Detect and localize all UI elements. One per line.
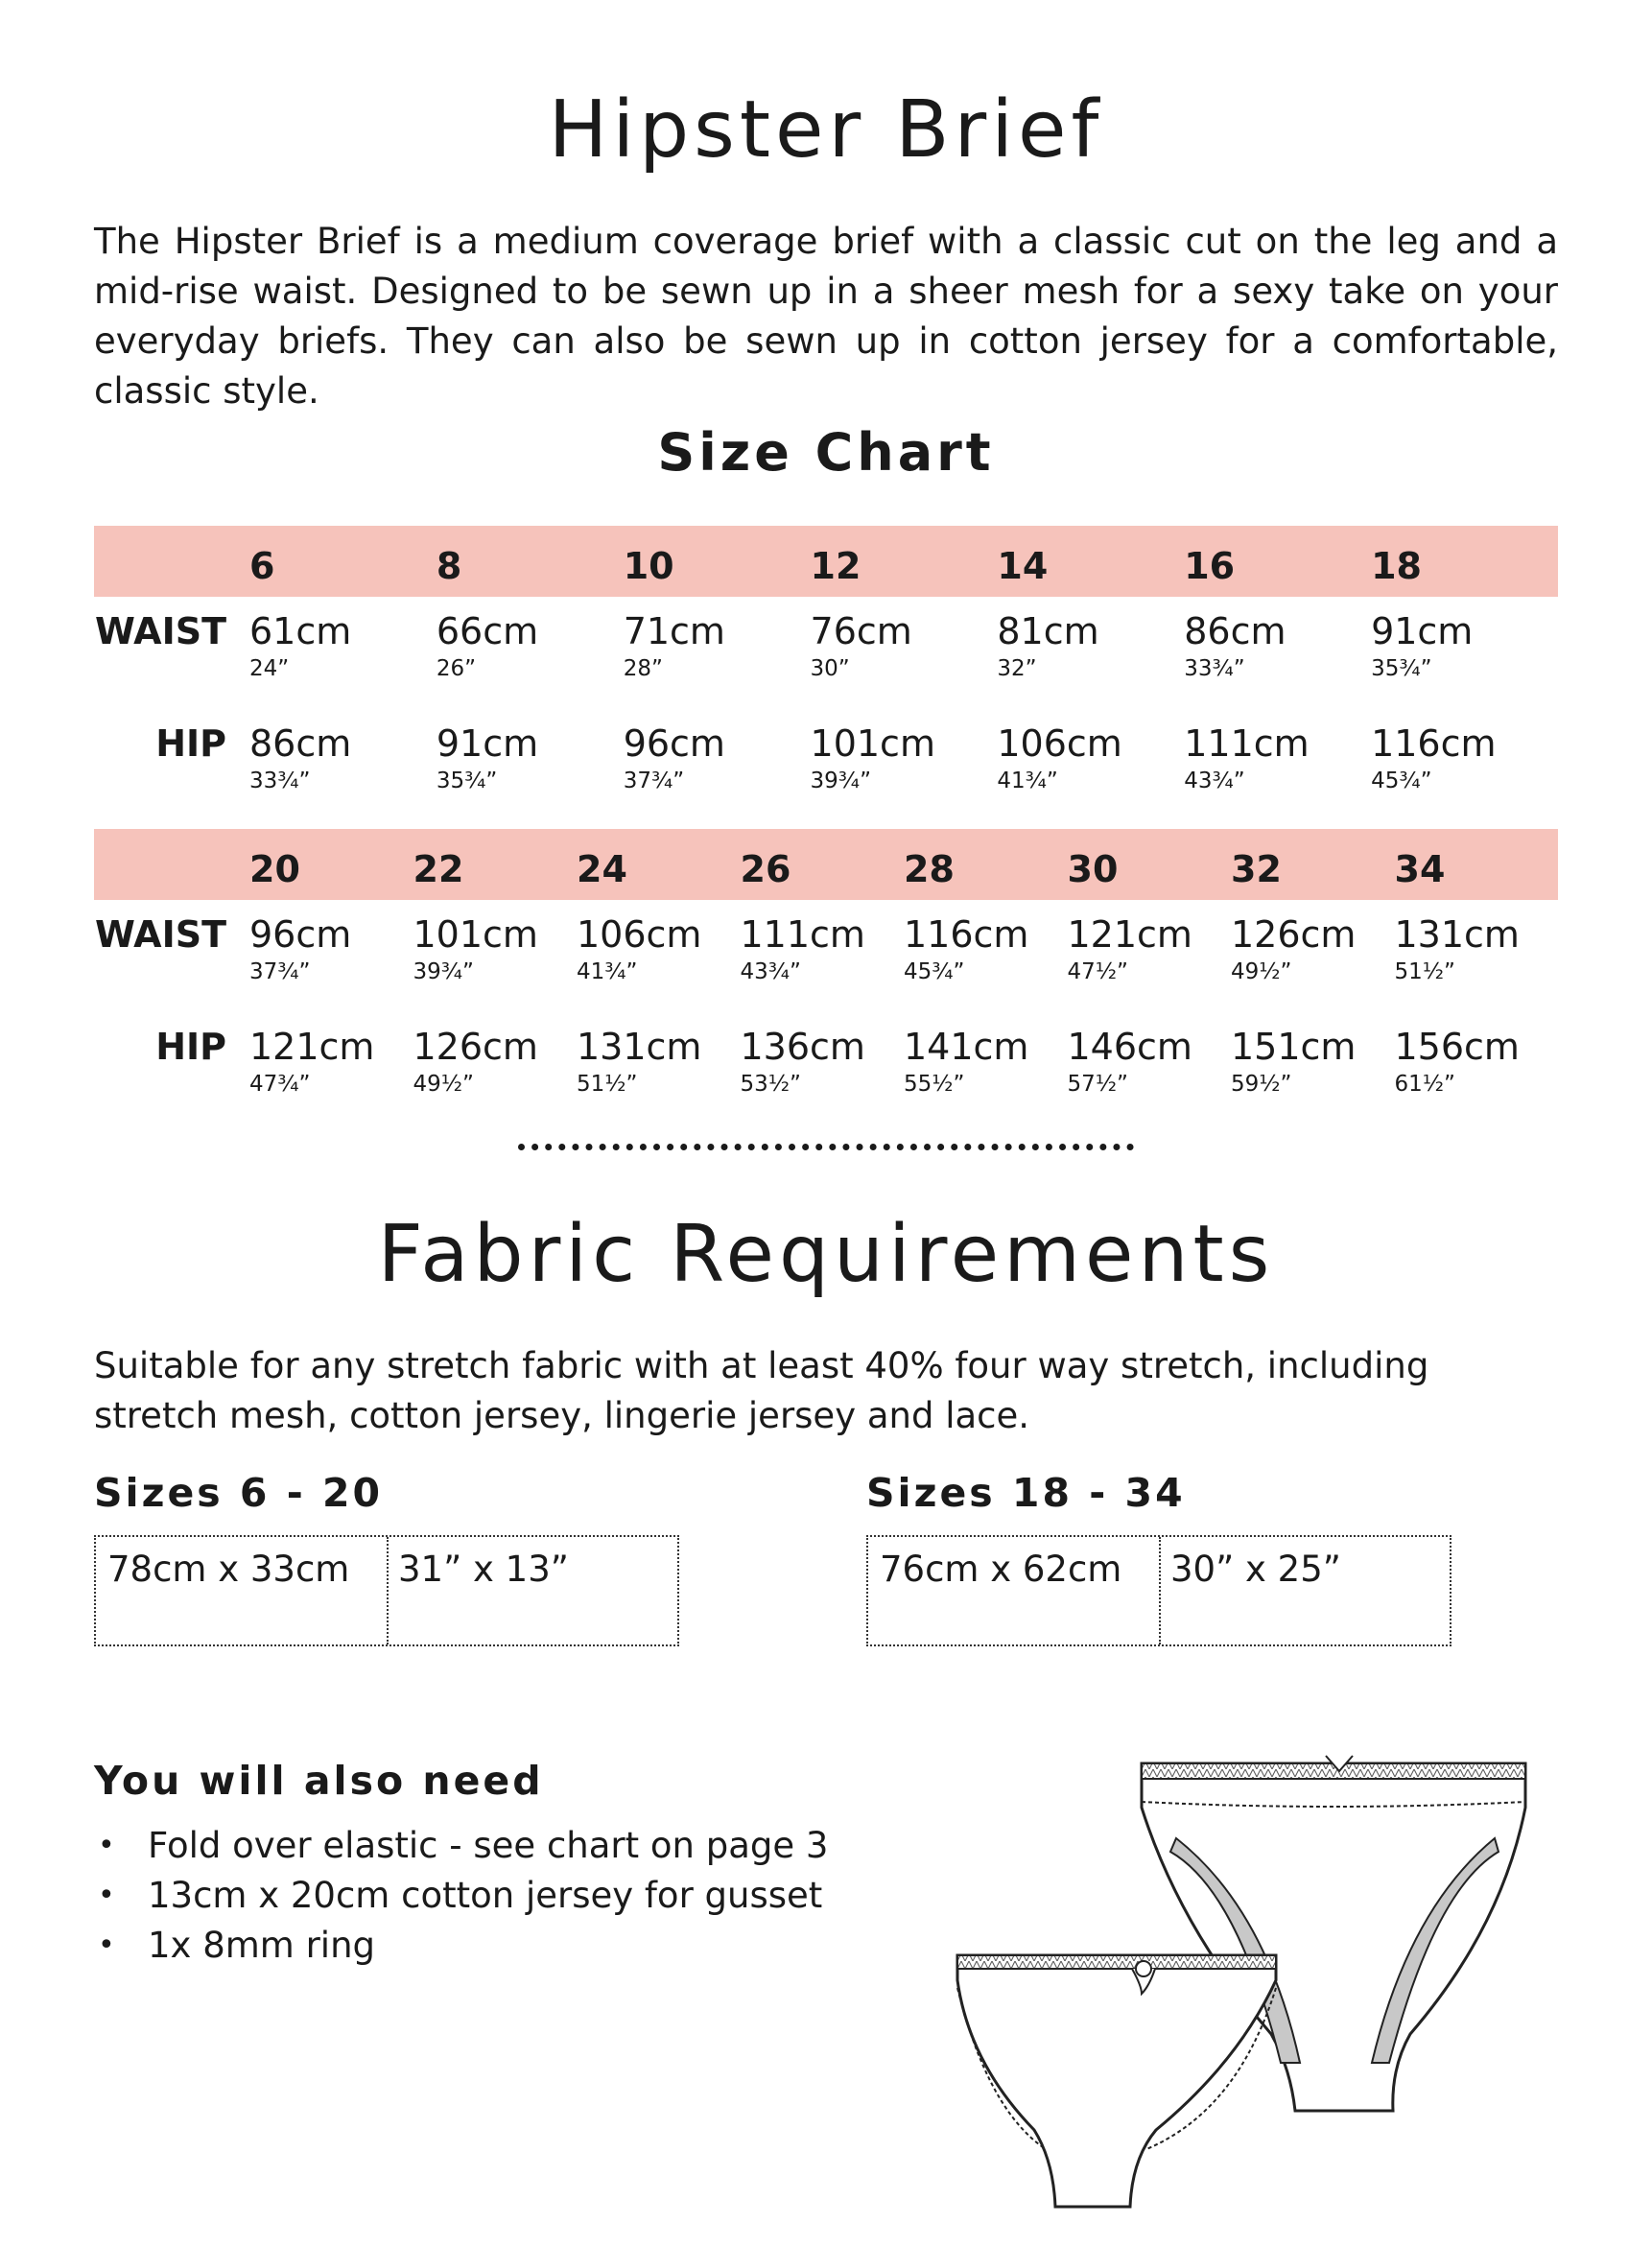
waist-cell bbox=[249, 900, 413, 1012]
waist-inch: 51½” bbox=[1394, 959, 1455, 984]
list-item bbox=[94, 1921, 828, 1971]
fabric-group-label: Sizes 18 - 34 bbox=[866, 1470, 1186, 1516]
size-label: 30 bbox=[1068, 829, 1232, 900]
hip-cm: 126cm bbox=[413, 1026, 538, 1068]
front-brief-drawing bbox=[957, 1955, 1276, 2207]
hip-cell bbox=[249, 1012, 413, 1124]
hip-cm: 156cm bbox=[1394, 1026, 1520, 1068]
list-item bbox=[94, 1821, 828, 1871]
waist-cell bbox=[741, 900, 905, 1012]
waist-cell bbox=[437, 597, 624, 709]
hip-inch: 51½” bbox=[577, 1072, 638, 1097]
waist-cell bbox=[1231, 900, 1395, 1012]
size-label: 32 bbox=[1231, 829, 1395, 900]
hip-cm: 121cm bbox=[249, 1026, 375, 1068]
size-label: 16 bbox=[1184, 526, 1371, 597]
hip-cm: 86cm bbox=[249, 722, 352, 765]
bullet-icon: • bbox=[98, 1928, 115, 1962]
hip-inch: 57½” bbox=[1067, 1072, 1128, 1097]
hip-inch: 53½” bbox=[740, 1072, 801, 1097]
also-need-title: You will also need bbox=[94, 1758, 544, 1804]
hip-inch: 49½” bbox=[413, 1072, 474, 1097]
size-label: 6 bbox=[249, 526, 437, 597]
header-spacer bbox=[94, 526, 249, 597]
hip-inch: 59½” bbox=[1231, 1072, 1292, 1097]
hip-cell bbox=[997, 709, 1184, 821]
waist-cell bbox=[811, 597, 998, 709]
waist-cm: 71cm bbox=[623, 610, 725, 652]
waist-inch: 49½” bbox=[1231, 959, 1292, 984]
hip-cm: 111cm bbox=[1184, 722, 1310, 765]
waist-inch: 47½” bbox=[1067, 959, 1128, 984]
hip-inch: 55½” bbox=[904, 1072, 965, 1097]
waist-cm: 86cm bbox=[1184, 610, 1286, 652]
hip-inch: 43¾” bbox=[1184, 769, 1245, 793]
hip-cell bbox=[437, 709, 624, 821]
list-item-text: 13cm x 20cm cotton jersey for gusset bbox=[148, 1875, 823, 1916]
hip-row bbox=[94, 709, 1558, 821]
waist-inch: 33¾” bbox=[1184, 656, 1245, 681]
brief-garment-drawing-icon bbox=[950, 1746, 1545, 2226]
fabric-metric: 76cm x 62cm bbox=[880, 1549, 1122, 1590]
hip-cm: 96cm bbox=[623, 722, 725, 765]
fabric-title: Fabric Requirements bbox=[377, 1209, 1275, 1300]
size-label: 28 bbox=[904, 829, 1068, 900]
hip-cell bbox=[1231, 1012, 1395, 1124]
dotted-divider bbox=[518, 1144, 1134, 1150]
size-label: 8 bbox=[437, 526, 624, 597]
size-label: 12 bbox=[811, 526, 998, 597]
size-label: 22 bbox=[413, 829, 578, 900]
waist-cm: 91cm bbox=[1371, 610, 1474, 652]
hip-cell bbox=[577, 1012, 741, 1124]
waist-cm: 126cm bbox=[1231, 913, 1357, 956]
hip-cm: 101cm bbox=[810, 722, 935, 765]
hip-cell bbox=[904, 1012, 1068, 1124]
waist-cell bbox=[249, 597, 437, 709]
waist-inch: 37¾” bbox=[249, 959, 311, 984]
hip-cell bbox=[413, 1012, 578, 1124]
size-table-small bbox=[94, 526, 1558, 821]
size-label: 18 bbox=[1371, 526, 1558, 597]
waist-row-label: WAIST bbox=[94, 610, 226, 652]
hip-inch: 37¾” bbox=[623, 769, 685, 793]
waist-row bbox=[94, 597, 1558, 709]
waist-cell bbox=[997, 597, 1184, 709]
waist-inch: 35¾” bbox=[1371, 656, 1432, 681]
waist-inch: 39¾” bbox=[413, 959, 474, 984]
fabric-imperial: 31” x 13” bbox=[387, 1537, 677, 1644]
intro-paragraph: The Hipster Brief is a medium coverage brief with a classic cut on the leg and a mid-rise waist. Designed to be sewn up in a sheer mesh for a sexy take on your everyday briefs. They can also be sewn up in cotton jersey for a comfortable, classic style. bbox=[94, 221, 1558, 412]
size-label: 10 bbox=[624, 526, 811, 597]
hip-row bbox=[94, 1012, 1558, 1124]
hip-cell bbox=[1068, 1012, 1232, 1124]
waist-inch: 32” bbox=[997, 656, 1037, 681]
waist-cell bbox=[577, 900, 741, 1012]
waist-cell bbox=[1371, 597, 1558, 709]
list-item-text: Fold over elastic - see chart on page 3 bbox=[148, 1825, 829, 1866]
hip-inch: 41¾” bbox=[997, 769, 1058, 793]
hip-cm: 91cm bbox=[436, 722, 539, 765]
hip-cell bbox=[811, 709, 998, 821]
waist-inch: 24” bbox=[249, 656, 290, 681]
hip-cm: 151cm bbox=[1231, 1026, 1357, 1068]
hip-row-label: HIP bbox=[155, 1026, 226, 1068]
hip-cm: 116cm bbox=[1371, 722, 1497, 765]
hip-cm: 141cm bbox=[904, 1026, 1029, 1068]
waist-cell bbox=[904, 900, 1068, 1012]
waist-inch: 43¾” bbox=[740, 959, 801, 984]
fabric-metric: 78cm x 33cm bbox=[107, 1549, 350, 1590]
waist-cm: 111cm bbox=[740, 913, 865, 956]
hip-row-label: HIP bbox=[155, 722, 226, 765]
waist-inch: 28” bbox=[623, 656, 663, 681]
hip-inch: 45¾” bbox=[1371, 769, 1432, 793]
waist-inch: 41¾” bbox=[577, 959, 638, 984]
waist-cm: 76cm bbox=[810, 610, 912, 652]
waist-cm: 116cm bbox=[904, 913, 1029, 956]
hip-cell bbox=[741, 1012, 905, 1124]
hip-inch: 61½” bbox=[1394, 1072, 1455, 1097]
waist-row-label: WAIST bbox=[94, 913, 226, 956]
waist-cell bbox=[1184, 597, 1371, 709]
waist-cell bbox=[1395, 900, 1559, 1012]
list-item bbox=[94, 1871, 828, 1921]
waist-inch: 26” bbox=[436, 656, 477, 681]
hip-inch: 39¾” bbox=[810, 769, 872, 793]
waist-cm: 101cm bbox=[413, 913, 538, 956]
hip-inch: 35¾” bbox=[436, 769, 498, 793]
waist-cell bbox=[413, 900, 578, 1012]
page-title: Hipster Brief bbox=[548, 84, 1104, 176]
size-table-large bbox=[94, 829, 1558, 1124]
size-chart-title: Size Chart bbox=[657, 422, 995, 483]
waist-inch: 45¾” bbox=[904, 959, 965, 984]
bullet-icon: • bbox=[98, 1879, 115, 1912]
size-header-row bbox=[94, 829, 1558, 900]
bullet-icon: • bbox=[98, 1829, 115, 1862]
hip-cm: 146cm bbox=[1067, 1026, 1192, 1068]
hip-cell bbox=[1371, 709, 1558, 821]
size-label: 26 bbox=[741, 829, 905, 900]
fabric-imperial: 30” x 25” bbox=[1159, 1537, 1450, 1644]
waist-cm: 121cm bbox=[1067, 913, 1192, 956]
hip-cell bbox=[249, 709, 437, 821]
size-header-row bbox=[94, 526, 1558, 597]
waist-cm: 61cm bbox=[249, 610, 352, 652]
size-label: 14 bbox=[997, 526, 1184, 597]
waist-cm: 81cm bbox=[997, 610, 1099, 652]
hip-inch: 47¾” bbox=[249, 1072, 311, 1097]
hip-cm: 106cm bbox=[997, 722, 1122, 765]
fabric-requirement-box bbox=[866, 1535, 1451, 1646]
fabric-requirement-box bbox=[94, 1535, 679, 1646]
hip-cell bbox=[624, 709, 811, 821]
hip-cell bbox=[1395, 1012, 1559, 1124]
also-need-list bbox=[94, 1821, 828, 1971]
waist-cm: 131cm bbox=[1394, 913, 1520, 956]
waist-cm: 106cm bbox=[577, 913, 702, 956]
waist-cm: 96cm bbox=[249, 913, 352, 956]
size-label: 20 bbox=[249, 829, 413, 900]
waist-row bbox=[94, 900, 1558, 1012]
fabric-intro: Suitable for any stretch fabric with at least 40% four way stretch, including stretch mesh, cotton jersey, lingerie jersey and lace. bbox=[94, 1345, 1429, 1436]
header-spacer bbox=[94, 829, 249, 900]
waist-inch: 30” bbox=[810, 656, 850, 681]
waist-cell bbox=[624, 597, 811, 709]
hip-cm: 131cm bbox=[577, 1026, 702, 1068]
waist-cell bbox=[1068, 900, 1232, 1012]
waist-cm: 66cm bbox=[436, 610, 539, 652]
list-item-text: 1x 8mm ring bbox=[148, 1925, 376, 1966]
fabric-group-label: Sizes 6 - 20 bbox=[94, 1470, 384, 1516]
hip-cell bbox=[1184, 709, 1371, 821]
size-label: 24 bbox=[577, 829, 741, 900]
hip-inch: 33¾” bbox=[249, 769, 311, 793]
size-label: 34 bbox=[1395, 829, 1559, 900]
hip-cm: 136cm bbox=[740, 1026, 865, 1068]
